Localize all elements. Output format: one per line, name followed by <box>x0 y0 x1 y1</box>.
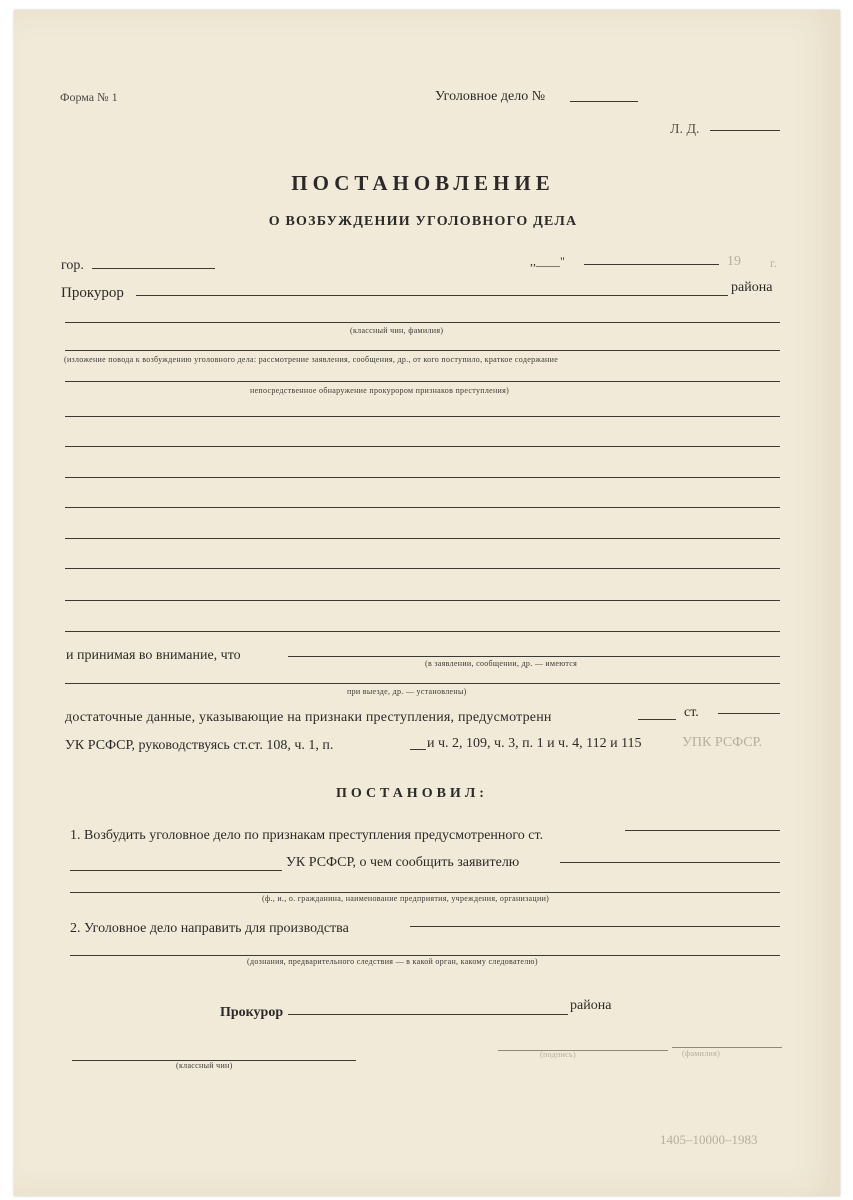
considering-caption-1: (в заявлении, сообщении, др. — имеются <box>425 659 578 668</box>
case-number-line <box>570 101 638 102</box>
article-line-1 <box>638 719 676 720</box>
legal-basis-text-1: УК РСФСР, руководствуясь ст.ст. 108, ч. 1, п. <box>65 738 334 753</box>
print-code: 1405–10000–1983 <box>660 1132 758 1147</box>
legal-basis-text-2: и ч. 2, 109, ч. 3, п. 1 и ч. 4, 112 и 115 <box>427 736 642 751</box>
item1-line-a <box>70 870 282 871</box>
item2-text: 2. Уголовное дело направить для производства <box>70 921 349 936</box>
item2-caption: (дознания, предварительного следствия — в какой орган, какому следователю) <box>247 957 538 966</box>
item1-text: 1. Возбудить уголовное дело по признакам преступления предусмотренного ст. <box>70 828 544 843</box>
signature-name-caption: (фамилия) <box>682 1049 721 1058</box>
blank-line <box>65 600 780 601</box>
item1-line-b <box>560 862 780 863</box>
date-line <box>584 264 719 265</box>
blank-line <box>65 538 780 539</box>
year-label: 19 <box>727 254 741 269</box>
item2-line-b <box>70 955 780 956</box>
rank-caption: (классный чин, фамилия) <box>350 326 444 335</box>
blank-line <box>65 568 780 569</box>
item2-line-a <box>410 926 780 927</box>
item1-article-line <box>625 830 780 831</box>
article-line-2 <box>718 713 780 714</box>
signature-sign-line <box>498 1050 668 1051</box>
legal-basis-text-3: УПК РСФСР. <box>682 735 763 750</box>
date-quotes: ,,____" <box>530 254 565 268</box>
reason-caption-2: непосредственное обнаружение прокурором признаков преступления) <box>250 386 510 395</box>
considering-caption-2: при выезде, др. — установлены) <box>347 687 467 696</box>
signature-prosecutor-line <box>288 1014 568 1015</box>
district-label: района <box>731 280 773 295</box>
reason-line-2 <box>65 381 780 382</box>
reason-caption-1: (изложение повода к возбуждению уголовного дела: рассмотрение заявления, сообщения, др., от кого поступило, краткое содержание <box>64 355 559 364</box>
item1-line-c <box>70 892 780 893</box>
blank-line <box>65 446 780 447</box>
considering-line-2 <box>65 683 780 684</box>
reason-line-1 <box>65 350 780 351</box>
city-line <box>92 268 215 269</box>
blank-line <box>65 416 780 417</box>
sheet-line <box>710 130 780 131</box>
prosecutor-label: Прокурор <box>61 285 124 301</box>
point-line <box>410 749 426 750</box>
signature-name-line <box>672 1047 782 1048</box>
item1-cont-text: УК РСФСР, о чем сообщить заявителю <box>286 855 520 870</box>
page-title: ПОСТАНОВЛЕНИЕ <box>291 171 555 195</box>
year-suffix: г. <box>770 256 777 270</box>
decided-title: ПОСТАНОВИЛ: <box>336 786 488 801</box>
signature-district-label: района <box>570 998 612 1013</box>
form-number: Форма № 1 <box>60 90 118 104</box>
sufficient-text: достаточные данные, указывающие на признаки преступления, предусмотренн <box>65 710 552 725</box>
signature-rank-caption: (классный чин) <box>176 1061 233 1070</box>
signature-prosecutor-label: Прокурор <box>220 1005 284 1020</box>
signature-sign-caption: (подпись) <box>540 1050 576 1059</box>
considering-line <box>288 656 780 657</box>
rank-line <box>65 322 780 323</box>
article-label: ст. <box>684 705 699 720</box>
considering-label: и принимая во внимание, что <box>66 648 241 663</box>
blank-line <box>65 477 780 478</box>
item1-caption: (ф., и., о. гражданина, наименование предприятия, учреждения, организации) <box>262 894 550 903</box>
sheet-label: Л. Д. <box>670 122 700 137</box>
blank-line <box>65 631 780 632</box>
prosecutor-line <box>136 295 728 296</box>
case-number-label: Уголовное дело № <box>435 89 546 104</box>
page-subtitle: О ВОЗБУЖДЕНИИ УГОЛОВНОГО ДЕЛА <box>268 214 578 229</box>
city-label: гор. <box>61 258 84 273</box>
blank-line <box>65 507 780 508</box>
